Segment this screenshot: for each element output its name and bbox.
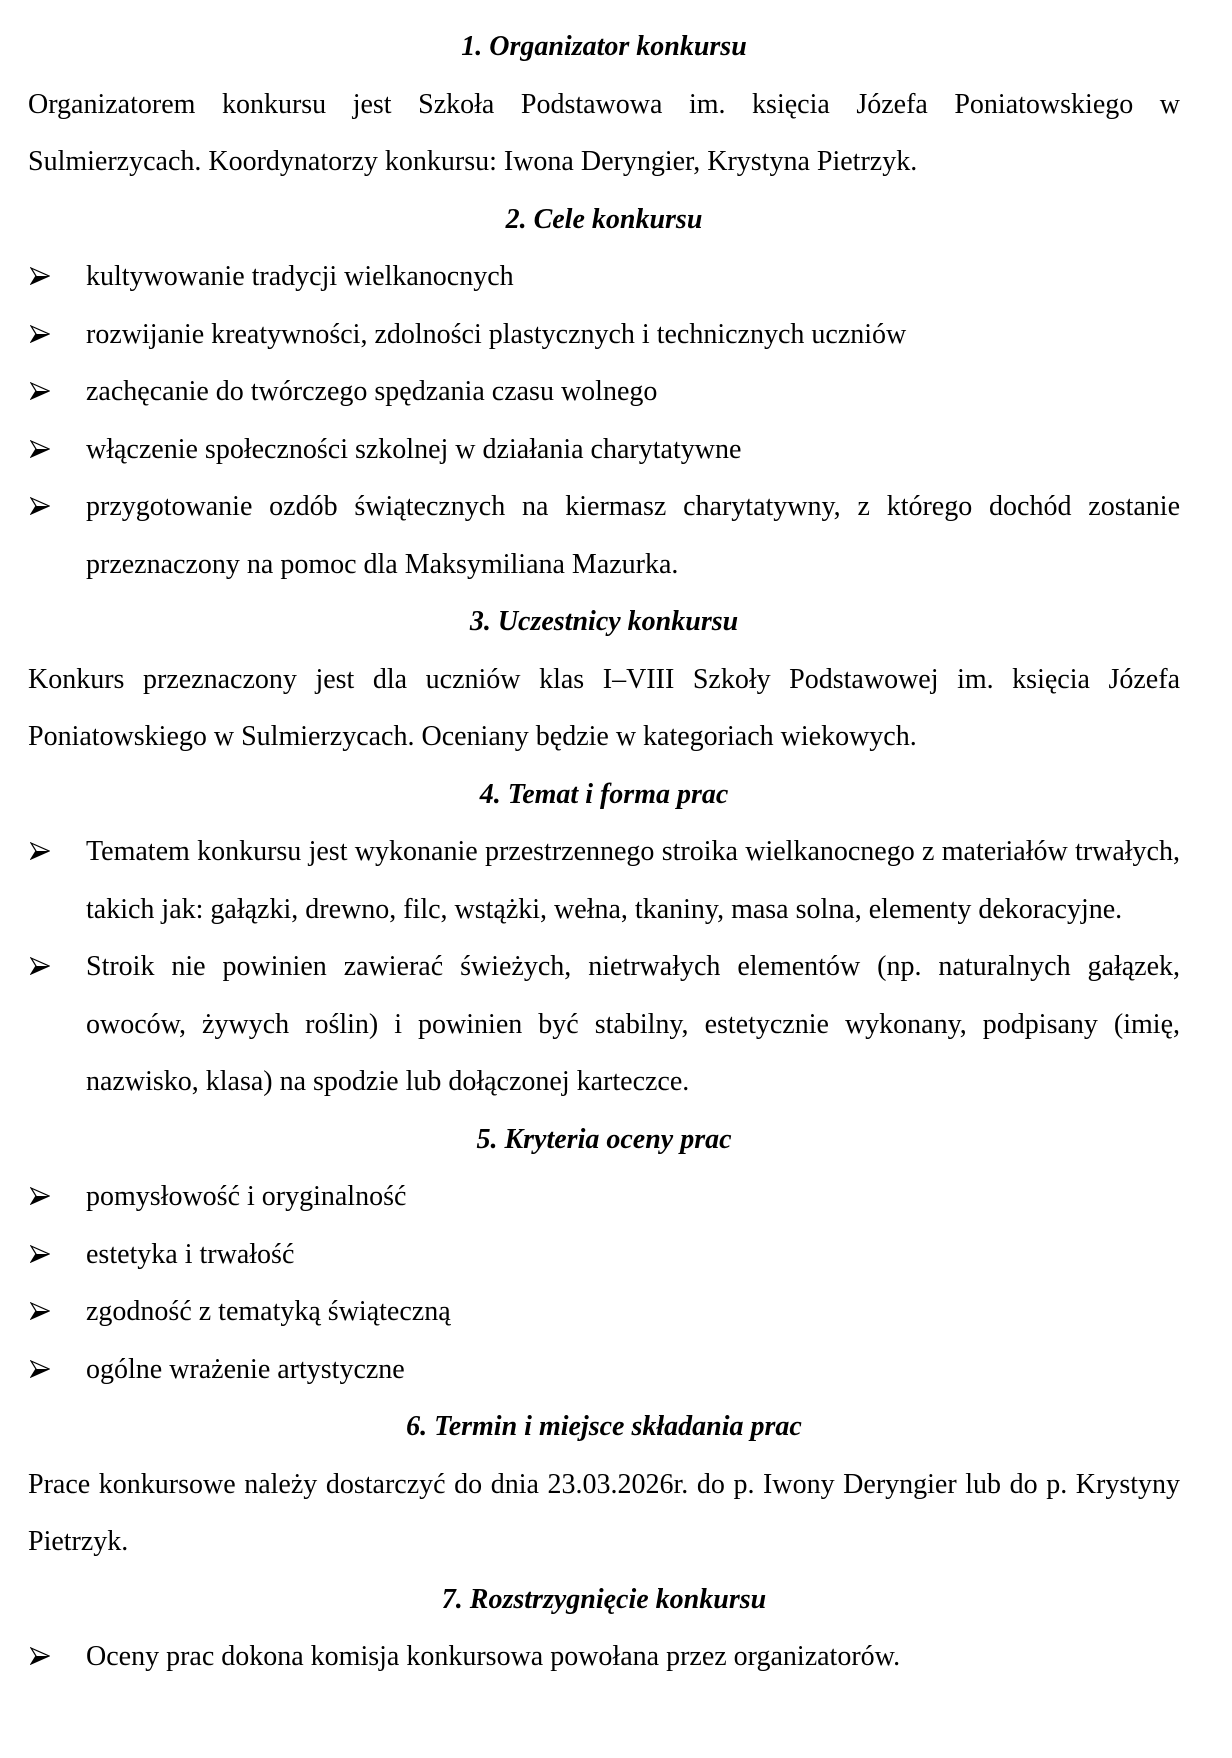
section-heading: 1. Organizator konkursu (461, 31, 747, 62)
list-item-text: włączenie społeczności szkolnej w działania charytatywne (86, 433, 742, 465)
list-item (28, 478, 1180, 593)
section-paragraph: Prace konkursowe należy dostarczyć do dnia 23.03.2026r. do p. Iwony Deryngier lub do p. Krystyny Pietrzyk. (28, 1468, 1180, 1557)
arrowhead-bullet-icon (30, 382, 50, 400)
bullet-list (28, 1168, 1180, 1398)
section-resolution (28, 1571, 1180, 1686)
section-criteria (28, 1111, 1180, 1399)
list-item-text: estetyka i trwałość (86, 1238, 295, 1270)
list-item-text: przygotowanie ozdób świątecznych na kiermasz charytatywny, z którego dochód zostanie przeznaczony na pomoc dla Maksymiliana Mazurka. (86, 491, 1180, 580)
section-heading: 3. Uczestnicy konkursu (469, 606, 739, 637)
section-topic-form (28, 766, 1180, 1111)
list-item (28, 1226, 1180, 1284)
list-item-text: Stroik nie powinien zawierać świeżych, nietrwałych elementów (np. naturalnych gałązek, owoców, żywych roślin) i powinien być stabilny, estetycznie wykonany, podpisany (imię, nazwisko, klasa) na spodzie lub dołączonej karteczce. (86, 951, 1180, 1097)
list-item (28, 421, 1180, 479)
list-item-text: zachęcanie do twórczego spędzania czasu wolnego (86, 376, 658, 407)
arrowhead-bullet-icon (30, 440, 50, 458)
list-item-text: rozwijanie kreatywności, zdolności plastycznych i technicznych uczniów (86, 318, 907, 350)
list-item (28, 306, 1180, 364)
section-participants (28, 593, 1180, 766)
section-deadline-place (28, 1398, 1180, 1571)
list-item-text: kultywowanie tradycji wielkanocnych (86, 261, 514, 292)
bullet-list (28, 248, 1180, 593)
arrowhead-bullet-icon (30, 325, 50, 343)
section-paragraph: Organizatorem konkursu jest Szkoła Podstawowa im. księcia Józefa Poniatowskiego w Sulmierzycach. Koordynatorzy konkursu: Iwona Deryngier, Krystyna Pietrzyk. (28, 88, 1180, 177)
list-item-text: Tematem konkursu jest wykonanie przestrzennego stroika wielkanocnego z materiałów trwałych, takich jak: gałązki, drewno, filc, wstążki, wełna, tkaniny, masa solna, elementy dekoracyjne. (86, 836, 1180, 925)
list-item (28, 1168, 1180, 1226)
section-goals (28, 191, 1180, 594)
section-heading: 2. Cele konkursu (505, 203, 703, 235)
list-item (28, 938, 1180, 1111)
bullet-list (28, 1628, 1180, 1686)
arrowhead-bullet-icon (30, 497, 50, 515)
list-item-text: Oceny prac dokona komisja konkursowa powołana przez organizatorów. (86, 1641, 901, 1672)
arrowhead-bullet-icon (30, 267, 50, 285)
list-item (28, 823, 1180, 938)
arrowhead-bullet-icon (30, 1302, 50, 1320)
list-item (28, 363, 1180, 421)
section-paragraph: Konkurs przeznaczony jest dla uczniów klas I–VIII Szkoły Podstawowej im. księcia Józefa Poniatowskiego w Sulmierzycach. Oceniany będzie w kategoriach wiekowych. (28, 663, 1180, 752)
list-item-text: ogólne wrażenie artystyczne (86, 1353, 405, 1385)
list-item-text: pomysłowość i oryginalność (86, 1181, 407, 1212)
arrowhead-bullet-icon (30, 957, 50, 975)
section-heading: 5. Kryteria oceny prac (476, 1123, 732, 1155)
arrowhead-bullet-icon (30, 1647, 50, 1665)
section-organizer (28, 18, 1180, 191)
section-heading: 7. Rozstrzygnięcie konkursu (441, 1583, 767, 1615)
arrowhead-bullet-icon (30, 1360, 50, 1378)
section-heading: 6. Termin i miejsce składania prac (406, 1411, 802, 1442)
list-item-text: zgodność z tematyką świąteczną (86, 1296, 451, 1327)
list-item (28, 1341, 1180, 1399)
list-item (28, 248, 1180, 306)
section-heading: 4. Temat i forma prac (479, 778, 729, 810)
arrowhead-bullet-icon (30, 842, 50, 860)
bullet-list (28, 823, 1180, 1111)
list-item (28, 1628, 1180, 1686)
list-item (28, 1283, 1180, 1341)
arrowhead-bullet-icon (30, 1245, 50, 1263)
arrowhead-bullet-icon (30, 1187, 50, 1205)
